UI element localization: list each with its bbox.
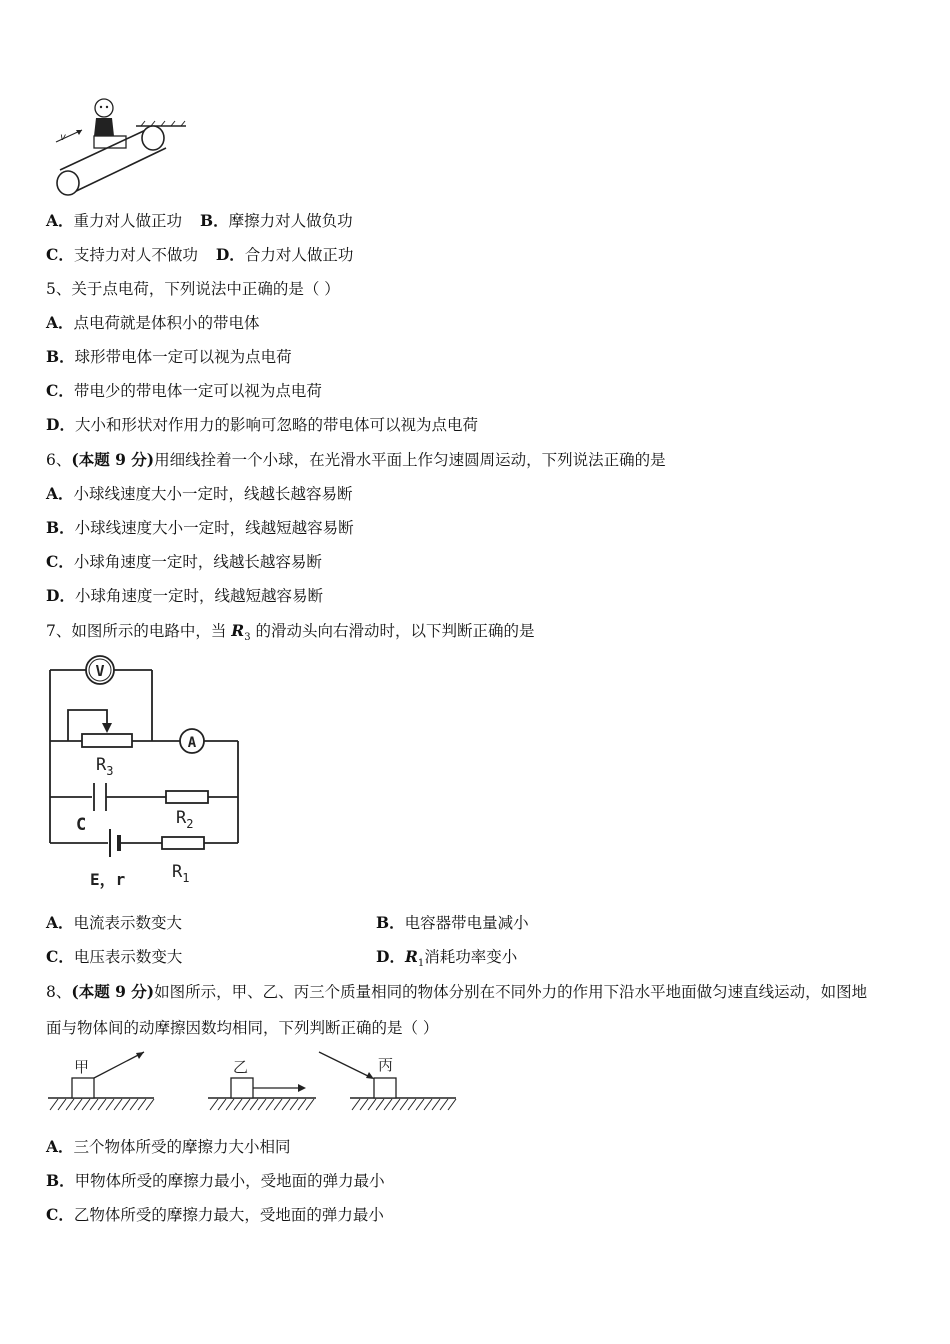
r1-label: $R_1$ [172, 862, 190, 885]
q6-option-b: B．小球线速度大小一定时，线越短越容易断 [46, 518, 354, 537]
escalator-figure [46, 98, 191, 200]
source-label: E，r [90, 870, 126, 889]
blocks-figure [44, 1048, 459, 1114]
q6-option-d: D．小球角速度一定时，线越短越容易断 [46, 586, 323, 605]
q4-option-c-label: C． [46, 245, 74, 264]
q8-option-a: A．三个物体所受的摩擦力大小相同 [46, 1137, 291, 1156]
velocity-label: v [60, 132, 67, 143]
q6-option-c: C．小球角速度一定时，线越长越容易断 [46, 552, 322, 571]
q5-option-c: C．带电少的带电体一定可以视为点电荷 [46, 381, 322, 400]
q6-option-a: A．小球线速度大小一定时，线越长越容易断 [46, 484, 353, 503]
r2-label: $R_2$ [176, 808, 194, 831]
q4-option-a-text: 重力对人做正功 [73, 212, 183, 230]
q4-options-row-2 [46, 245, 353, 265]
q7-option-a: A．电流表示数变大 [46, 913, 183, 932]
block-jia-label: 甲 [74, 1058, 90, 1076]
q8-stem-line-1: 8、(本题 9 分)如图所示，甲、乙、丙三个质量相同的物体分别在不同外力的作用下沿水平地面做匀速直线运动，如图地 [46, 982, 868, 1001]
q4-option-b-label: B． [200, 211, 229, 230]
circuit-diagram [44, 655, 249, 895]
q4-option-d-label: D． [215, 245, 245, 264]
q4-option-a-label: A． [46, 211, 74, 230]
q8-option-c: C．乙物体所受的摩擦力最大，受地面的弹力最小 [46, 1205, 384, 1224]
ammeter-label: A [187, 735, 197, 751]
q5-option-b: B．球形带电体一定可以视为点电荷 [46, 347, 292, 366]
q4-options-row-1 [46, 211, 353, 231]
capacitor-label: C [76, 815, 87, 835]
block-yi-label: 乙 [233, 1058, 249, 1076]
q7-stem: 7、如图所示的电路中，当 $R_3$ 的滑动头向右滑动时，以下判断正确的是 [46, 621, 535, 644]
block-bing-label: 丙 [378, 1056, 394, 1074]
q5-option-d: D．大小和形状对作用力的影响可忽略的带电体可以视为点电荷 [46, 415, 478, 434]
q4-option-b-text: 摩擦力对人做负功 [228, 212, 353, 230]
q8-option-b: B．甲物体所受的摩擦力最小，受地面的弹力最小 [46, 1171, 385, 1190]
voltmeter-label: V [95, 662, 105, 680]
q5-option-a: A．点电荷就是体积小的带电体 [46, 313, 260, 332]
q6-stem: 6、(本题 9 分)用细线拴着一个小球，在光滑水平面上作匀速圆周运动，下列说法正确的是 [46, 450, 666, 469]
q7-option-b: B．电容器带电量减小 [376, 913, 529, 932]
q4-option-c-text: 支持力对人不做功 [73, 246, 198, 264]
q5-stem: 5、关于点电荷，下列说法中正确的是（ ） [46, 280, 340, 298]
q8-stem-line-2: 面与物体间的动摩擦因数均相同，下列判断正确的是（ ） [46, 1019, 439, 1037]
q7-option-d: D．$R_1$消耗功率变小 [376, 947, 518, 970]
r3-label: $R_3$ [96, 755, 114, 778]
q7-option-c: C．电压表示数变大 [46, 947, 183, 966]
q4-option-d-text: 合力对人做正功 [244, 246, 354, 264]
